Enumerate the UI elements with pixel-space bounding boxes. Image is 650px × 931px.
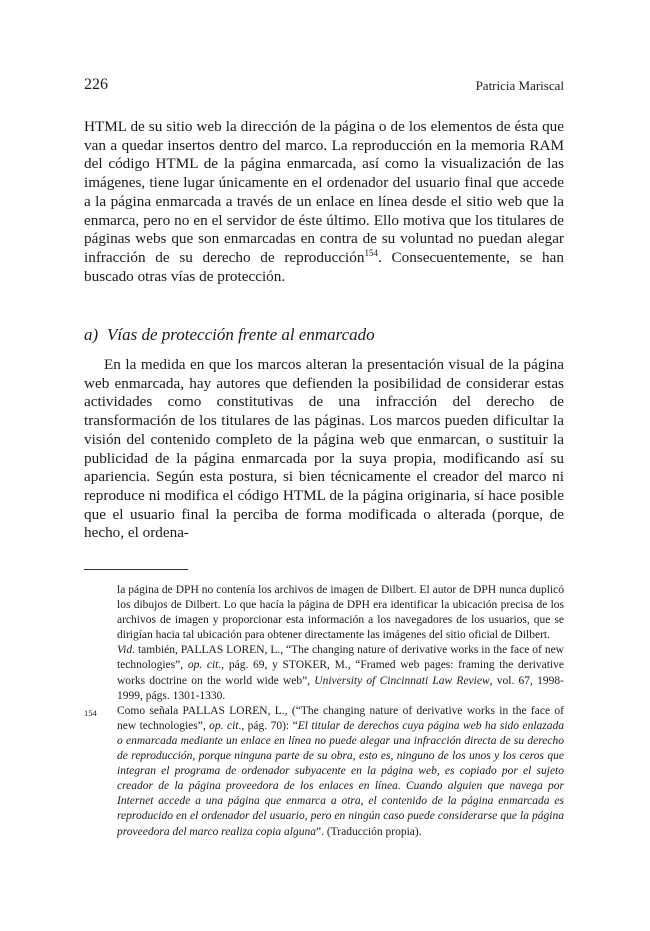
running-head-author: Patricia Mariscal (475, 78, 564, 93)
fn-text: Como señala PALLAS LOREN, L., (“The changing nature of derivative works in the face of new technologies”, (117, 704, 564, 732)
paragraph-1-text: HTML de su sitio web la dirección de la página o de los elementos de ésta que van a quedar insertos dentro del marco. La reproducción en la memoria RAM del código HTML de la página enmarcada, así como la visualización de las imágenes, tiene lugar únicamente en el ordenador del usuario final que accede a la página enmarcada a través de un enlace en línea desde el sitio web que la enmarca, pero no en el servidor de éste último. Ello motiva que los titulares de páginas webs que son enmarcadas en contra de su voluntad no puedan alegar infracción de su derecho de reproducción (84, 118, 564, 266)
footnote-continued (84, 583, 564, 704)
quoted-translation: El titular de derechos cuya página web ha sido enlazada o enmarcada mediante un enlace en línea no puede alegar una infracción directa de su derecho de reproducción, porque ninguna parte de su obra, esto es, ninguno de los unos y los ceros que integran el programa de ordenador subyacente en la página web, es copiado por el sujeto creador de la página proveedora de los enlaces en línea. Cuando alguien que navega por Internet accede a una página que enmarca a otra, el contenido de la página enmarcada es reproducido en el ordenador del usuario, pero en ningún caso puede considerarse que la página proveedora del marco realiza copia alguna (117, 719, 564, 838)
body-paragraph-continued (84, 118, 564, 286)
footnote-continued-p1: la página de DPH no contenía los archivos de imagen de Dilbert. El autor de DPH nunca duplicó los dibujos de Dilbert. Lo que hacía la página de DPH era identificar la ubicación precisa de los archivos de imagen y proporcionar esta información a los navegadores de los usuarios, que se dirigían hacia tal ubicación para obtener directamente las imágenes del sitio oficial de Dilbert. (117, 584, 564, 642)
fn-text: ., pág. 70): “ (238, 719, 298, 732)
vid-abbrev: Vid (117, 644, 133, 657)
paragraph-1-text-after: . Consecuentemente, se han buscado otras vías de protección. (84, 248, 564, 285)
fn-text: ., pág. 69, y STOKER, M., “Framed web pages: framing the derivative works doctrine on the world wide web”, (117, 659, 564, 687)
section-label: a) (84, 325, 99, 344)
footnote-ref-154[interactable]: 154 (364, 247, 378, 258)
footnote-154 (84, 704, 564, 840)
fn-text: ”. (Traducción propia). (315, 825, 422, 838)
footnotes (84, 583, 564, 840)
section-title: Vías de protección frente al enmarcado (107, 325, 375, 344)
paragraph-1 (84, 118, 564, 286)
footnote-divider (84, 569, 188, 570)
page-header (84, 76, 564, 96)
section-heading (84, 325, 564, 345)
footnote-number: 154 (84, 707, 97, 718)
page-number: 226 (84, 76, 108, 93)
body-paragraph-2 (84, 356, 564, 543)
paragraph-2: En la medida en que los marcos alteran la presentación visual de la página web enmarcada, hay autores que defienden la posibilidad de considerar estas actividades como constitutivas de una infracción del derecho de transformación de los titulares de las páginas. Los marcos pueden dificultar la visión del contenido completo de la página web que enmarcan, o sustituir la publicidad de la página enmarcada por la suya propia, modificando así su apariencia. Según esta postura, si bien técnicamente el creador del marco ni reproduce ni modifica el código HTML de la página originaria, sí hace posible que el usuario final la perciba de forma modificada o alterada (porque, de hecho, el ordena- (84, 356, 564, 542)
footnote-continued-p2 (117, 643, 564, 703)
fn-text: , vol. 67, 1998-1999, págs. 1301-1330. (117, 674, 564, 702)
fn-text: . también, PALLAS LOREN, L., “The changing nature of derivative works in the face of new technologies”, (117, 644, 564, 672)
op-cit: op. cit (209, 719, 239, 732)
journal-title: University of Cincinnati Law Review (314, 674, 490, 687)
footnote-154-text (117, 704, 564, 840)
op-cit: op. cit (187, 659, 219, 672)
